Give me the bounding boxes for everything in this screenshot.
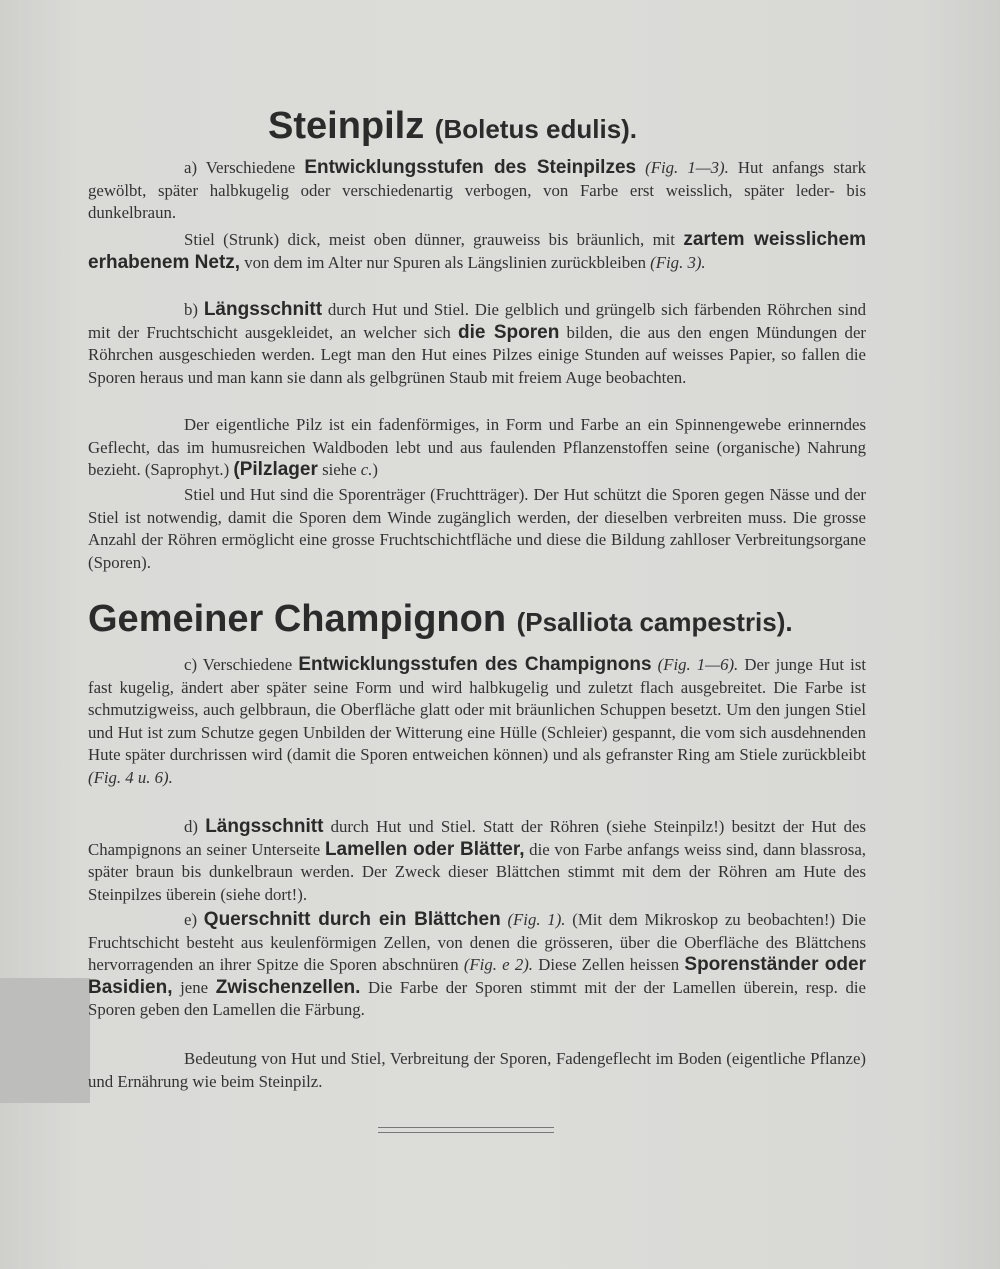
- text: durch Hut und Stiel. Die gelblich und grüngelb sich färbenden Röhrchen sind mit der Fruchtschicht ausgekleidet, an welcher sich: [88, 300, 866, 342]
- text: (Mit dem Mikroskop zu beobachten!) Die Fruchtschicht besteht aus keulenförmigen Zellen, von denen die grösseren, über die Oberfläche des Blättchens hervorragenden an ihrer Spitze die Sporen abschnüren: [88, 910, 867, 975]
- indent: [88, 655, 184, 674]
- bold-text: Entwicklungsstufen des Champignons: [298, 654, 652, 675]
- indent: [88, 910, 184, 929]
- text: Hut anfangs stark gewölbt, später halbkugelig oder verschiedenartig verbogen, von Farbe erst weisslich, später leder- bis dunkelbraun.: [88, 158, 866, 223]
- paragraph-sporentraeger: [88, 484, 866, 574]
- text: durch Hut und Stiel. Statt der Röhren (siehe Steinpilz!) besitzt der Hut des Champignons an seiner Unterseite: [88, 817, 866, 859]
- figure-ref: (Fig. e 2).: [463, 955, 533, 975]
- text: Der eigentliche Pilz ist ein fadenförmiges, in Form und Farbe an ein Spinnengewebe erinnerndes Geflecht, das im humusreichen Waldboden lebt und aus faulenden Pflanzenstoffen seine (organische) Nahrung bezieht. (Saprophyt.): [88, 415, 866, 480]
- closing-double-rule: [378, 1127, 554, 1133]
- bold-text: (Pilzlager: [233, 459, 318, 481]
- text: die von Farbe anfangs weiss sind, dann blassrosa, später braun bis dunkelbraun werden. Der Zweck dieser Blättchen stimmt mit dem der Röhren am Hute des Steinpilzes überein (siehe dort!).: [88, 839, 866, 904]
- text: d): [184, 817, 206, 836]
- text: ): [372, 460, 379, 480]
- bold-text: Längsschnitt: [205, 816, 324, 837]
- text: siehe: [317, 460, 361, 480]
- figure-ref: c.: [360, 460, 373, 480]
- bold-text: die Sporen: [458, 321, 560, 343]
- section-title-champignon: [88, 598, 793, 641]
- section-title-steinpilz: [268, 105, 637, 148]
- text: Der junge Hut ist fast kugelig, ändert aber später seine Form und wird halbkugelig und zuletzt flach ausgebreitet. Die Farbe ist schmutzigweiss, auch gelbbraun, die Oberfläche glatt oder mit bräunlichen Schuppen besetzt. Um den jungen Stiel und Hut ist zum Schutze gegen Unbilden der Witterung eine Hülle (Schleier) gespannt, die vom sich ausdehnenden Hute später durchrissen wird (damit die Sporen entweichen können) und als gefranster Ring am Stiele zurückbleibt: [88, 655, 867, 765]
- text: bilden, die aus den engen Mündungen der Röhrchen ausgeschieden werden. Legt man den Hut eines Pilzes einige Stunden auf weisses Papier, so fallen die Sporen heraus und man kann sie dann als gelbgrünen Staub mit freiem Auge beobachten.: [88, 322, 866, 387]
- text: e): [184, 910, 204, 929]
- title-latin: (Boletus edulis).: [434, 114, 638, 144]
- paragraph-pilz: [88, 414, 866, 482]
- paragraph-b: [88, 299, 866, 389]
- bold-text: Längsschnitt: [203, 299, 323, 320]
- indent: [88, 415, 184, 434]
- page-edge-tab: [0, 978, 90, 1103]
- indent: [88, 158, 184, 177]
- indent: [88, 1049, 184, 1068]
- text: Die Farbe der Sporen stimmt mit der der Lamellen überein, resp. die Sporen geben den Lamellen die Färbung.: [88, 977, 867, 1020]
- indent: [88, 300, 184, 319]
- paragraph-d: [88, 816, 866, 906]
- indent: [88, 817, 184, 836]
- text: Bedeutung von Hut und Stiel, Verbreitung der Sporen, Fadengeflecht im Boden (eigentliche Pflanze) und Ernährung wie beim Steinpilz.: [88, 1049, 866, 1091]
- text: Stiel (Strunk) dick, meist oben dünner, grauweiss bis bräunlich, mit: [184, 230, 684, 249]
- bold-text: zartem weisslichem erhabenem Netz,: [88, 229, 866, 273]
- figure-ref: (Fig. 1—6).: [651, 655, 739, 674]
- text: b): [184, 300, 204, 319]
- bold-text: Lamellen oder Blätter,: [324, 838, 525, 860]
- figure-ref: (Fig. 1).: [500, 910, 566, 929]
- figure-ref: (Fig. 4 u. 6).: [88, 767, 173, 787]
- figure-ref: (Fig. 3).: [650, 252, 706, 272]
- paragraph-a: [88, 157, 866, 225]
- paragraph-e: [88, 909, 866, 1022]
- bold-text: Querschnitt durch ein Blättchen: [203, 909, 501, 930]
- text: a) Verschiedene: [184, 158, 305, 177]
- title-main: Gemeiner Champignon: [88, 598, 507, 640]
- bold-text: Zwischenzellen.: [215, 976, 361, 998]
- text: Stiel und Hut sind die Sporenträger (Fruchtträger). Der Hut schützt die Sporen gegen Nässe und der Stiel ist notwendig, damit die Sporen dem Winde zugänglich werden, der dieselben verbreiten muss. Die grosse Anzahl der Röhren ermöglicht eine grosse Fruchtschichtfläche und diese die Bildung zahlloser Verbreitungsorgane (Sporen).: [88, 485, 866, 572]
- paragraph-stiel: [88, 229, 866, 274]
- title-latin: (Psalliota campestris).: [516, 607, 793, 637]
- figure-ref: (Fig. 1—3).: [636, 158, 729, 177]
- paragraph-bedeutung: [88, 1048, 866, 1093]
- title-main: Steinpilz: [268, 105, 425, 147]
- text: Diese Zellen heissen: [533, 955, 685, 975]
- indent: [88, 230, 184, 249]
- text: von dem im Alter nur Spuren als Längslinien zurückbleiben: [240, 252, 651, 272]
- paragraph-c: [88, 654, 866, 790]
- bold-text: Sporenständer oder Basidien,: [88, 954, 866, 998]
- bold-text: Entwicklungsstufen des Steinpilzes: [304, 157, 637, 178]
- indent: [88, 485, 184, 504]
- text: c) Verschiedene: [184, 655, 299, 674]
- text: jene: [172, 977, 216, 997]
